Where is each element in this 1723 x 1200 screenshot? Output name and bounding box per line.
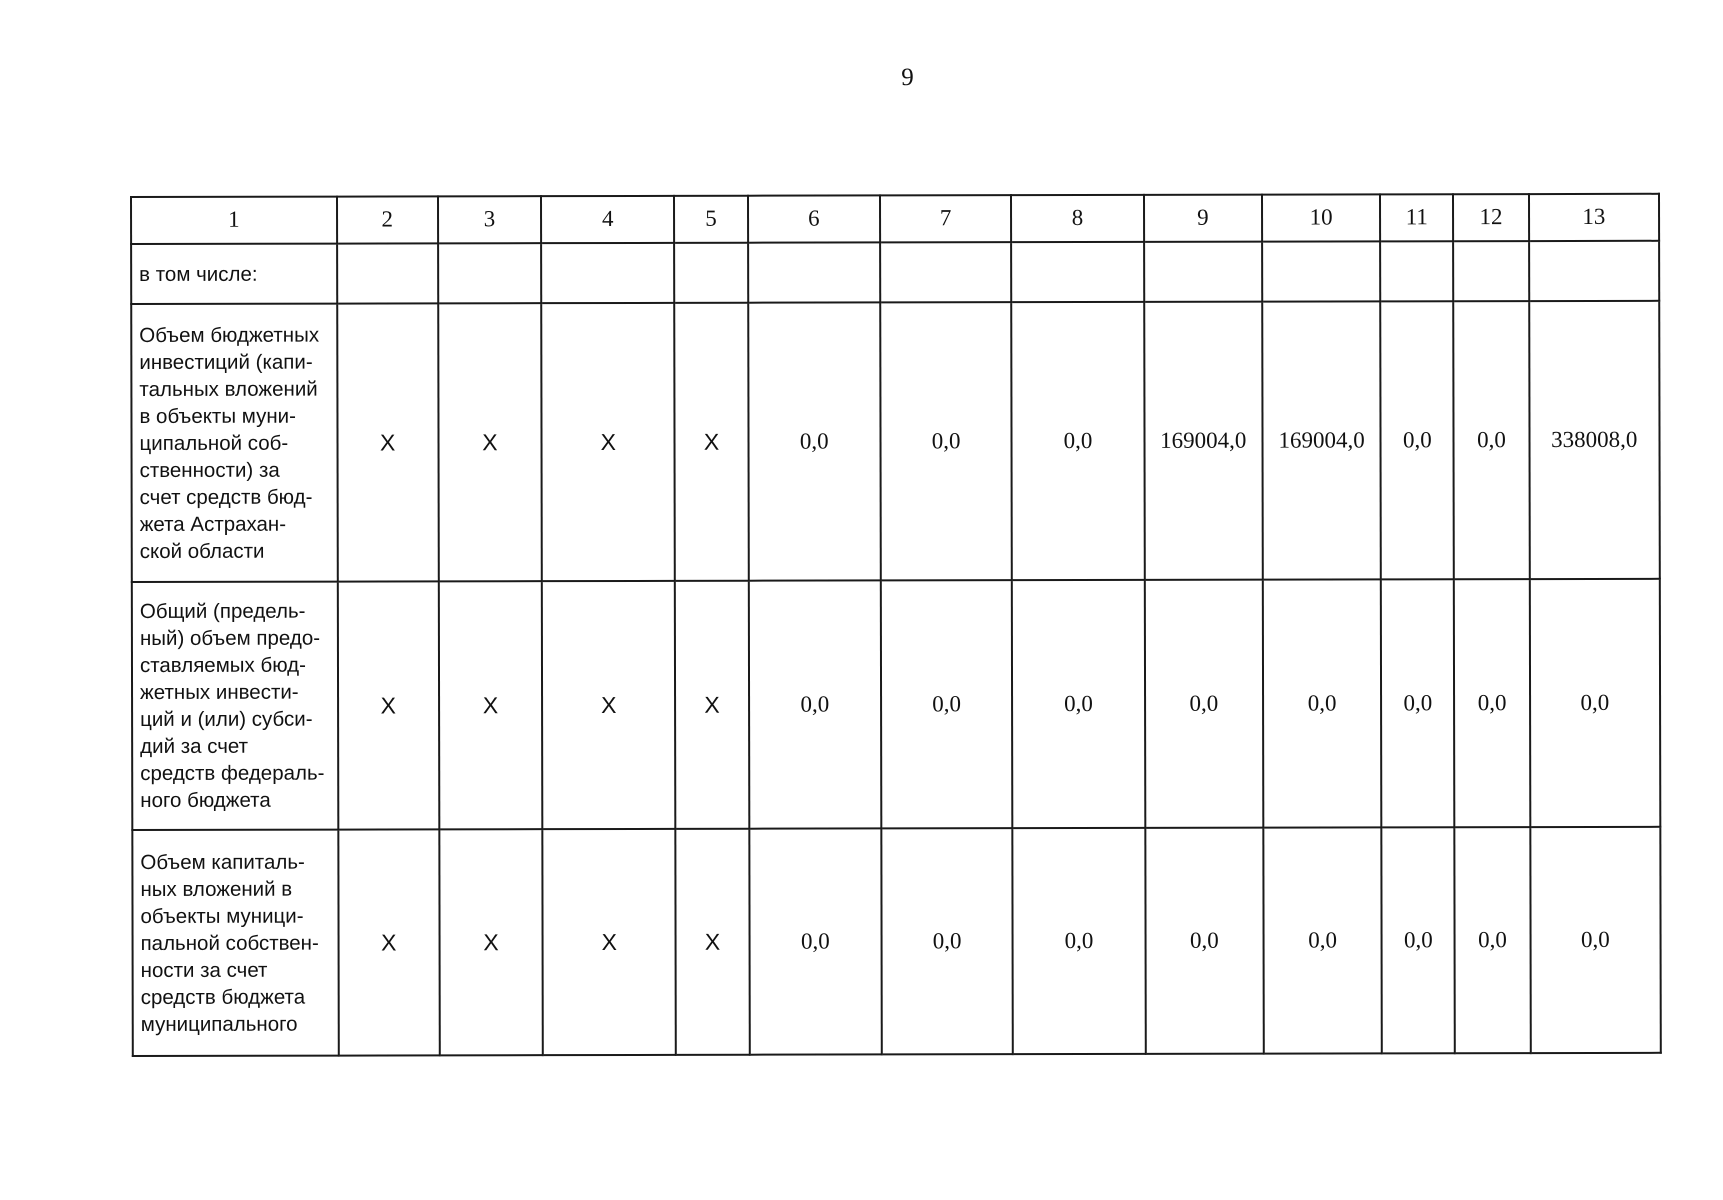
column-header: 5 <box>674 196 747 243</box>
table-cell: X <box>675 581 749 829</box>
empty-cell <box>438 243 541 303</box>
row-label-line: ный) объем предо- <box>139 626 321 650</box>
column-header: 10 <box>1262 194 1380 241</box>
row-label-line: объекты муници- <box>140 904 304 928</box>
column-header: 11 <box>1380 194 1453 241</box>
table-cell: 0,0 <box>881 828 1013 1054</box>
table-cell: 0,0 <box>1263 827 1382 1053</box>
table-cell: X <box>338 829 440 1055</box>
budget-table <box>130 193 1662 1057</box>
table-cell: X <box>439 581 543 829</box>
row-label-line: дий за счет <box>140 734 249 758</box>
subheader-label: в том числе: <box>131 244 337 304</box>
table-cell: 0,0 <box>881 580 1013 828</box>
row-label-line: Объем бюджетных <box>139 323 320 347</box>
table-cell: X <box>438 303 542 581</box>
empty-cell <box>541 243 674 303</box>
table-cell: 0,0 <box>1013 828 1146 1054</box>
empty-cell <box>1380 241 1453 301</box>
column-header: 7 <box>880 195 1011 242</box>
column-header: 3 <box>438 196 541 243</box>
table-cell: 169004,0 <box>1262 301 1381 579</box>
row-label-line: муниципального <box>140 1012 298 1036</box>
column-header: 13 <box>1529 194 1660 241</box>
empty-cell <box>337 243 438 303</box>
table-cell: 0,0 <box>1382 827 1456 1053</box>
table-cell: 0,0 <box>880 302 1012 580</box>
row-label-line: Общий (предель- <box>139 599 306 623</box>
row-label-line: счет средств бюд- <box>139 485 313 509</box>
row-label-line: средств федераль- <box>140 761 325 785</box>
table-cell: 0,0 <box>1144 580 1263 828</box>
row-label-line: ставляемых бюд- <box>139 653 306 677</box>
row-label-line: ных вложений в <box>140 877 293 901</box>
table-cell: 0,0 <box>1145 828 1264 1054</box>
subheader-row <box>131 241 1659 304</box>
table-cell: 0,0 <box>1381 579 1455 827</box>
table-row <box>132 579 1661 830</box>
row-label-line: средств бюджета <box>140 985 306 1009</box>
column-header: 6 <box>748 195 880 242</box>
row-label-line: тальных вложений <box>139 377 318 401</box>
table-cell: 0,0 <box>748 580 881 828</box>
empty-cell <box>674 243 747 303</box>
table-cell: X <box>337 303 439 581</box>
column-number-row <box>131 194 1659 244</box>
column-header: 4 <box>541 196 674 243</box>
table-cell: 0,0 <box>1380 301 1454 579</box>
empty-cell <box>1453 241 1528 301</box>
column-header: 1 <box>131 197 337 244</box>
table-row <box>131 301 1660 582</box>
table-cell: X <box>541 303 675 581</box>
empty-cell <box>1262 241 1380 301</box>
row-label-line: ности за счет <box>140 958 268 982</box>
row-label-line: жета Астрахан- <box>139 512 287 536</box>
table-cell: 0,0 <box>1529 579 1660 827</box>
page-number: 9 <box>901 64 914 91</box>
table-cell: 0,0 <box>749 828 882 1054</box>
column-header: 8 <box>1011 195 1143 242</box>
row-label <box>132 582 338 830</box>
row-label-line: жетных инвести- <box>140 680 299 704</box>
table-cell: 0,0 <box>1454 579 1530 827</box>
row-label <box>131 304 337 582</box>
row-label-line: ской области <box>139 539 265 563</box>
column-header: 2 <box>337 196 438 243</box>
row-label-line: в объекты муни- <box>139 404 296 428</box>
table-cell: 0,0 <box>1530 827 1661 1053</box>
table-cell: X <box>675 303 749 581</box>
row-label-line: пальной собствен- <box>140 931 319 955</box>
empty-cell <box>880 242 1011 302</box>
row-label-line: ного бюджета <box>140 788 271 812</box>
empty-cell <box>1144 242 1262 302</box>
empty-cell <box>1011 242 1143 302</box>
row-label-line: ций и (или) субси- <box>140 707 313 731</box>
row-label-line: инвестиций (капи- <box>139 350 313 374</box>
empty-cell <box>1529 241 1660 301</box>
row-label <box>132 830 338 1056</box>
table-row <box>132 827 1660 1056</box>
column-header: 9 <box>1144 195 1262 242</box>
table-cell: X <box>337 581 439 829</box>
table-cell: X <box>676 829 750 1055</box>
table-cell: 169004,0 <box>1144 302 1263 580</box>
row-label-line: ципальной соб- <box>139 431 289 455</box>
row-label-line: ственности) за <box>139 458 280 482</box>
table-cell: 0,0 <box>1455 827 1531 1053</box>
table-cell: 0,0 <box>1011 302 1144 580</box>
column-header: 12 <box>1453 194 1528 241</box>
table-cell: X <box>439 829 543 1055</box>
table-cell: X <box>542 829 676 1055</box>
table-cell: 0,0 <box>1263 579 1382 827</box>
table-cell: 0,0 <box>1454 301 1530 579</box>
table-cell: 0,0 <box>1012 580 1145 828</box>
empty-cell <box>748 242 880 302</box>
row-label-line: Объем капиталь- <box>140 850 305 874</box>
table-cell: 0,0 <box>748 302 881 580</box>
table-cell: 338008,0 <box>1529 301 1660 579</box>
table-cell: X <box>542 581 676 829</box>
